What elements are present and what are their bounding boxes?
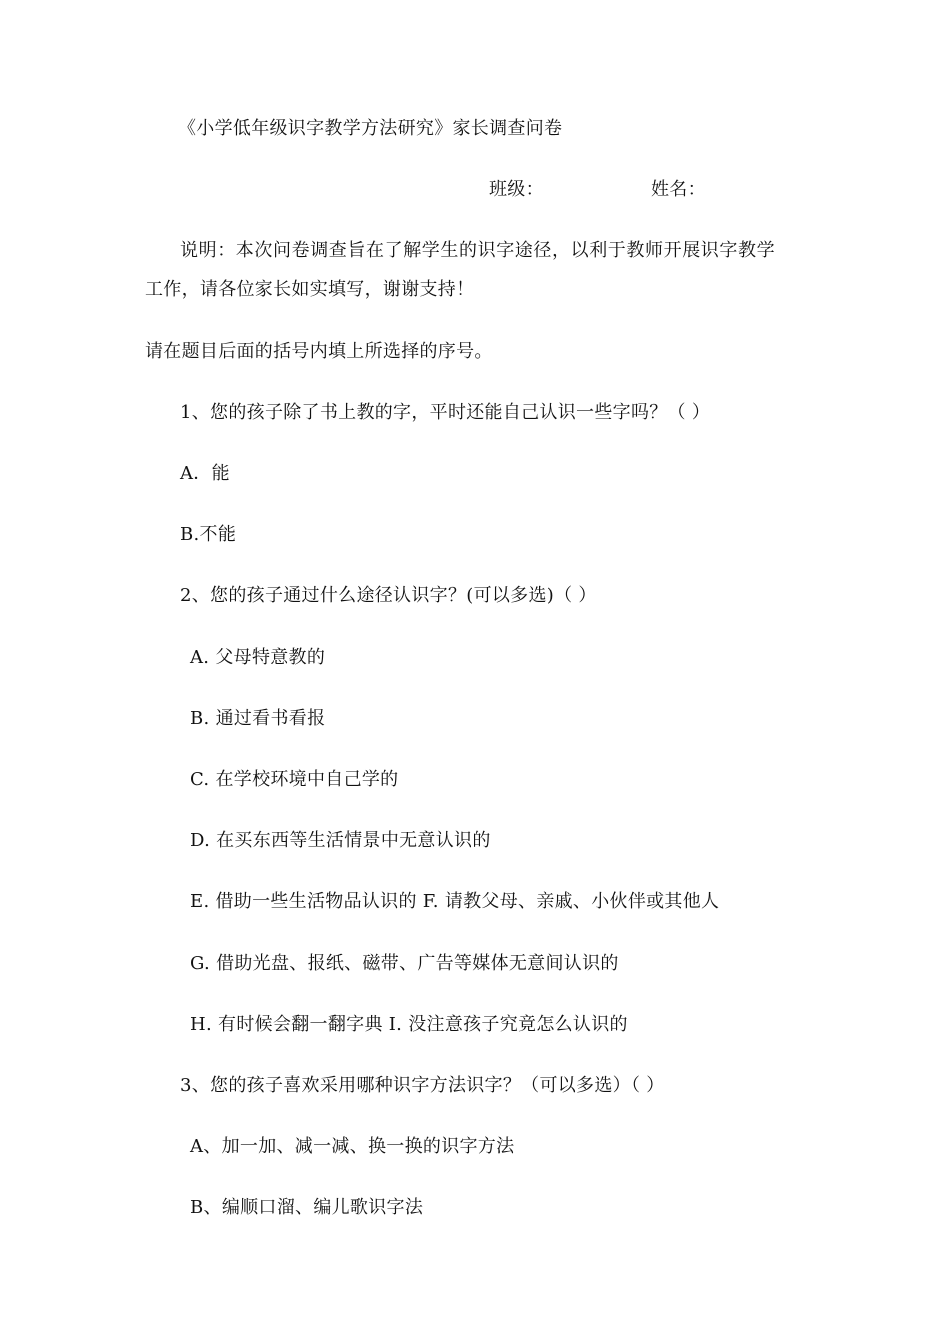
- question-1: 1、您的孩子除了书上教的字，平时还能自己认识一些字吗？（ ）: [180, 402, 711, 423]
- document-title: 《小学低年级识字教学方法研究》家长调查问卷: [178, 118, 563, 139]
- question-2-option-c: C. 在学校环境中自己学的: [190, 769, 399, 790]
- question-3-option-a: A、加一加、减一减、换一换的识字方法: [190, 1136, 515, 1157]
- question-2-option-a: A. 父母特意教的: [190, 647, 326, 668]
- question-2-option-h-i: H. 有时候会翻一翻字典 I. 没注意孩子究竟怎么认识的: [190, 1014, 628, 1035]
- question-2-option-d: D. 在买东西等生活情景中无意认识的: [190, 830, 491, 851]
- question-1-option-b: B.不能: [180, 524, 237, 545]
- question-1-option-a: A．能: [180, 463, 230, 484]
- intro-text-line-1: 说明：本次问卷调查旨在了解学生的识字途径，以利于教师开展识字教学: [180, 240, 776, 261]
- question-2: 2、您的孩子通过什么途径认识字？(可以多选)（ ）: [180, 585, 597, 606]
- question-3: 3、您的孩子喜欢采用哪种识字方法识字？（可以多选）（ ）: [180, 1075, 665, 1096]
- instruction-text: 请在题目后面的括号内填上所选择的序号。: [145, 341, 493, 362]
- question-3-option-b: B、编顺口溜、编儿歌识字法: [190, 1197, 424, 1218]
- question-2-option-b: B. 通过看书看报: [190, 708, 326, 729]
- question-2-option-g: G. 借助光盘、报纸、磁带、广告等媒体无意间认识的: [190, 953, 619, 974]
- question-2-option-e-f: E. 借助一些生活物品认识的 F. 请教父母、亲戚、小伙伴或其他人: [190, 891, 720, 912]
- intro-text-line-2: 工作，请各位家长如实填写，谢谢支持！: [145, 279, 475, 300]
- name-label: 姓名：: [651, 179, 706, 200]
- class-label: 班级：: [489, 179, 544, 200]
